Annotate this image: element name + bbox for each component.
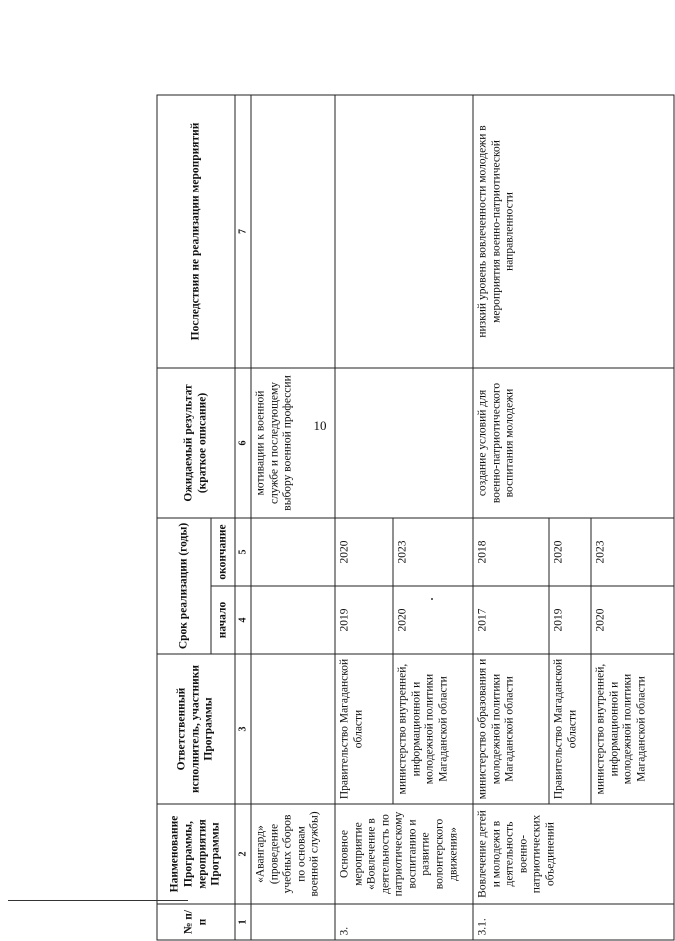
cell-executor: министерство внутренней, информационной и молодежной политики Магаданской области (393, 654, 473, 804)
cell-start (251, 586, 335, 654)
col-number: 4 (235, 586, 251, 654)
cell-num: 3. (335, 904, 473, 940)
header-result: Ожидаемый результат (краткое описание) (157, 368, 235, 518)
cell-end: 2020 (549, 518, 591, 586)
header-end: окончание (211, 518, 235, 586)
col-number: 2 (235, 804, 251, 904)
header-consequences: Последствия не реализации мероприятий (157, 95, 235, 368)
cell-end: 2023 (393, 518, 473, 586)
cell-name: Основное мероприятие «Вовлечение в деятельность по патриотическому воспитанию и развитие волонтерского движения» (335, 804, 473, 904)
header-row (157, 95, 211, 940)
cell-num (251, 904, 335, 940)
cell-executor: Правительство Магаданской области (335, 654, 393, 804)
cell-consequences (335, 95, 473, 368)
scan-speck (431, 598, 433, 600)
page-number: 10 (313, 418, 327, 433)
cell-result (335, 368, 473, 518)
cell-start: 2019 (549, 586, 591, 654)
program-table (157, 94, 675, 940)
rotated-table-container (157, 96, 648, 941)
cell-result: мотивации к военной службе и последующему выбору военной профессии (251, 368, 335, 518)
table-row (473, 95, 549, 940)
cell-executor: министерство внутренней, информационной и молодежной политики Магаданской области (591, 654, 674, 804)
cell-consequences: низкий уровень вовлеченности молодежи в мероприятия военно-патриотической направленности (473, 95, 674, 368)
column-numbers-row (235, 95, 251, 940)
cell-name: Вовлечение детей и молодежи в деятельность военно-патриотических объединений (473, 804, 674, 904)
header-name: Наименование Программы, мероприятия Программы (157, 804, 235, 904)
header-period: Срок реализации (годы) (157, 518, 211, 654)
cell-executor: Правительство Магаданской области (549, 654, 591, 804)
cell-executor: министерство образования и молодежной политики Магаданской области (473, 654, 549, 804)
cell-end: 2023 (591, 518, 674, 586)
col-number: 7 (235, 95, 251, 368)
table-row (251, 95, 335, 940)
cell-executor (251, 654, 335, 804)
cell-consequences (251, 95, 335, 368)
table-row (335, 95, 393, 940)
cell-start: 2019 (335, 586, 393, 654)
col-number: 3 (235, 654, 251, 804)
header-executor: Ответственный исполнитель, участники Программы (157, 654, 235, 804)
col-number: 1 (235, 904, 251, 940)
header-start: начало (211, 586, 235, 654)
col-number: 5 (235, 518, 251, 586)
cell-end (251, 518, 335, 586)
cell-name: «Авангард» (проведение учебных сборов по основам военной службы) (251, 804, 335, 904)
cell-num: 3.1. (473, 904, 674, 940)
cell-end: 2018 (473, 518, 549, 586)
cell-end: 2020 (335, 518, 393, 586)
cell-start: 2017 (473, 586, 549, 654)
footnote-divider (8, 900, 188, 901)
cell-result: создание условий для военно-патриотического воспитания молодежи (473, 368, 674, 518)
cell-start: 2020 (591, 586, 674, 654)
header-num: № п/п (157, 904, 235, 940)
col-number: 6 (235, 368, 251, 518)
cell-start: 2020 (393, 586, 473, 654)
